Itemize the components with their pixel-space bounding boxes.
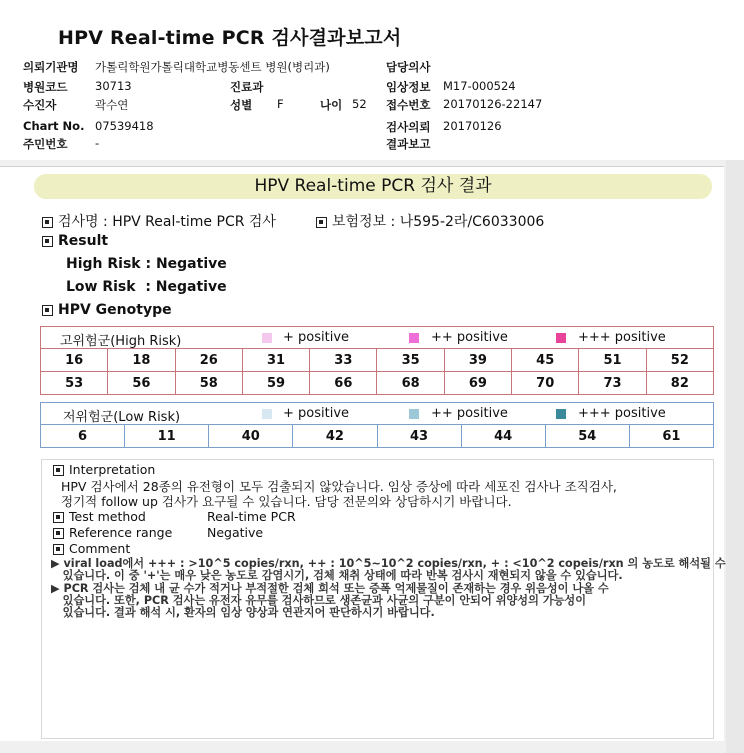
genotype-cell: 35	[377, 349, 444, 372]
genotype-cell: 58	[175, 372, 242, 395]
genotype-cell: 11	[125, 425, 209, 448]
low-risk-result: Low Risk : Negative	[66, 279, 227, 295]
square-bullet-icon	[42, 217, 53, 228]
genotype-cell: 68	[377, 372, 444, 395]
reference-range-label	[53, 525, 172, 540]
low-risk-header	[40, 402, 714, 425]
legend-plusplusplus: +++ positive	[578, 406, 666, 421]
legend-plusplusplus: +++ positive	[578, 330, 666, 345]
genotype-cell: 73	[579, 372, 646, 395]
high-risk-header	[40, 326, 714, 349]
test-method-label	[53, 509, 146, 524]
genotype-cell: 39	[444, 349, 511, 372]
genotype-cell: 40	[209, 425, 293, 448]
legend-plus-swatch	[262, 333, 272, 343]
square-bullet-icon	[53, 512, 64, 523]
report-date-label: 결과보고	[386, 137, 431, 151]
legend-plusplus: ++ positive	[431, 330, 508, 345]
test-method-value: Real-time PCR	[207, 509, 296, 524]
clinical-info-value: M17-000524	[443, 79, 516, 93]
low-risk-table	[40, 424, 714, 448]
clinical-info-label: 임상정보	[386, 80, 431, 94]
comment-line: 있습니다. 이 중 '+'는 매우 낮은 농도로 감염시기, 검체 채취 상태에 따라 반복 검사시 재현되지 않을 수 있습니다.	[51, 569, 623, 582]
report-title: HPV Real-time PCR 검사결과보고서	[58, 27, 402, 49]
interpretation-text-1: HPV 검사에서 28종의 유전형이 모두 검출되지 않았습니다. 임상 증상에 따라 세포진 검사나 조직검사,	[61, 479, 617, 494]
request-date-value: 20170126	[443, 119, 502, 133]
legend-plusplus-swatch	[409, 333, 419, 343]
genotype-cell: 61	[629, 425, 713, 448]
test-name: 검사명 : HPV Real-time PCR 검사	[58, 214, 276, 230]
genotype-cell: 43	[377, 425, 461, 448]
comment-label	[53, 541, 130, 556]
collector-label: 수진자	[23, 98, 57, 112]
genotype-cell: 16	[41, 349, 108, 372]
table-row	[41, 425, 714, 448]
doctor-label: 담당의사	[386, 60, 431, 74]
genotype-heading	[42, 302, 172, 318]
resident-no-label: 주민번호	[23, 137, 68, 151]
legend-plus: + positive	[283, 406, 350, 421]
test-name-line	[42, 211, 276, 231]
high-risk-label: 고위험군(High Risk)	[60, 334, 182, 349]
age-label: 나이	[320, 98, 343, 112]
reference-range-label-text: Reference range	[69, 525, 173, 540]
comment-line: ▶ PCR 검사는 검체 내 균 수가 적거나 부적절한 검체 희석 또는 증폭 억제물질이 존재하는 경우 위음성이 나올 수	[51, 582, 609, 595]
insurance-info: 보험정보 : 나595-2라/C6033006	[332, 214, 545, 230]
collector-value: 곽수연	[95, 98, 129, 112]
legend-plusplusplus-swatch	[556, 409, 566, 419]
legend-plusplus: ++ positive	[431, 406, 508, 421]
high-risk-result: High Risk : Negative	[66, 256, 227, 272]
genotype-cell: 33	[310, 349, 377, 372]
scrollbar[interactable]	[726, 160, 744, 753]
receipt-no-value: 20170126-22147	[443, 97, 543, 111]
genotype-cell: 45	[512, 349, 579, 372]
genotype-cell: 54	[545, 425, 629, 448]
table-row	[41, 349, 714, 372]
comment-line: ▶ viral load에서 +++ : >10^5 copies/rxn, ++ : 10^5~10^2 copies/rxn, + : <10^2 copeis/rxn 의 농도로 해석될 수	[51, 557, 726, 570]
sex-label: 성별	[230, 98, 253, 112]
interpretation-text-2: 정기적 follow up 검사가 요구될 수 있습니다. 담당 전문의와 상담하시기 바랍니다.	[61, 494, 512, 509]
genotype-cell: 6	[41, 425, 125, 448]
request-date-label: 검사의뢰	[386, 120, 431, 134]
genotype-cell: 31	[242, 349, 309, 372]
genotype-cell: 42	[293, 425, 377, 448]
reference-range-value: Negative	[207, 525, 264, 540]
institution-label: 의뢰기관명	[23, 60, 79, 74]
square-bullet-icon	[53, 528, 64, 539]
square-bullet-icon	[42, 305, 53, 316]
square-bullet-icon	[53, 544, 64, 555]
hospital-code-label: 병원코드	[23, 80, 68, 94]
genotype-cell: 52	[646, 349, 713, 372]
genotype-cell: 18	[108, 349, 175, 372]
legend-plusplusplus-swatch	[556, 333, 566, 343]
department-label: 진료과	[230, 80, 264, 94]
interpretation-heading-text: Interpretation	[69, 462, 156, 477]
genotype-cell: 51	[579, 349, 646, 372]
high-risk-table	[40, 348, 714, 395]
chart-no-label: Chart No.	[23, 119, 85, 133]
legend-plus-swatch	[262, 409, 272, 419]
genotype-cell: 59	[242, 372, 309, 395]
age-value: 52	[352, 97, 367, 111]
result-heading	[42, 233, 108, 249]
comment-line: 있습니다. 결과 해석 시, 환자의 임상 양상과 연관지어 판단하시기 바랍니다.	[51, 606, 435, 619]
genotype-cell: 26	[175, 349, 242, 372]
sex-value: F	[277, 97, 284, 111]
comment-line: 있습니다. 또한, PCR 검사는 유전자 유무를 검사하므로 생존균과 사균의 구분이 안되어 위양성의 가능성이	[51, 594, 587, 607]
resident-no-value: -	[95, 136, 100, 150]
result-heading-text: Result	[58, 233, 109, 249]
chart-no-value: 07539418	[95, 119, 154, 133]
hospital-code-value: 30713	[95, 79, 132, 93]
square-bullet-icon	[42, 236, 53, 247]
genotype-cell: 66	[310, 372, 377, 395]
genotype-cell: 82	[646, 372, 713, 395]
legend-plus: + positive	[283, 330, 350, 345]
genotype-cell: 44	[461, 425, 545, 448]
square-bullet-icon	[53, 465, 64, 476]
institution-value: 가톨릭학원가톨릭대학교병동센트 병원(병리과)	[95, 60, 330, 74]
table-row	[41, 372, 714, 395]
comment-label-text: Comment	[69, 541, 131, 556]
receipt-no-label: 접수번호	[386, 98, 431, 112]
genotype-cell: 69	[444, 372, 511, 395]
genotype-cell: 70	[512, 372, 579, 395]
insurance-line	[316, 211, 544, 231]
square-bullet-icon	[316, 217, 327, 228]
genotype-heading-text: HPV Genotype	[58, 302, 172, 318]
genotype-cell: 53	[41, 372, 108, 395]
interpretation-heading	[53, 462, 155, 477]
legend-plusplus-swatch	[409, 409, 419, 419]
result-banner: HPV Real-time PCR 검사 결과	[34, 174, 712, 199]
genotype-cell: 56	[108, 372, 175, 395]
low-risk-label: 저위험군(Low Risk)	[63, 410, 181, 425]
test-method-label-text: Test method	[69, 509, 146, 524]
